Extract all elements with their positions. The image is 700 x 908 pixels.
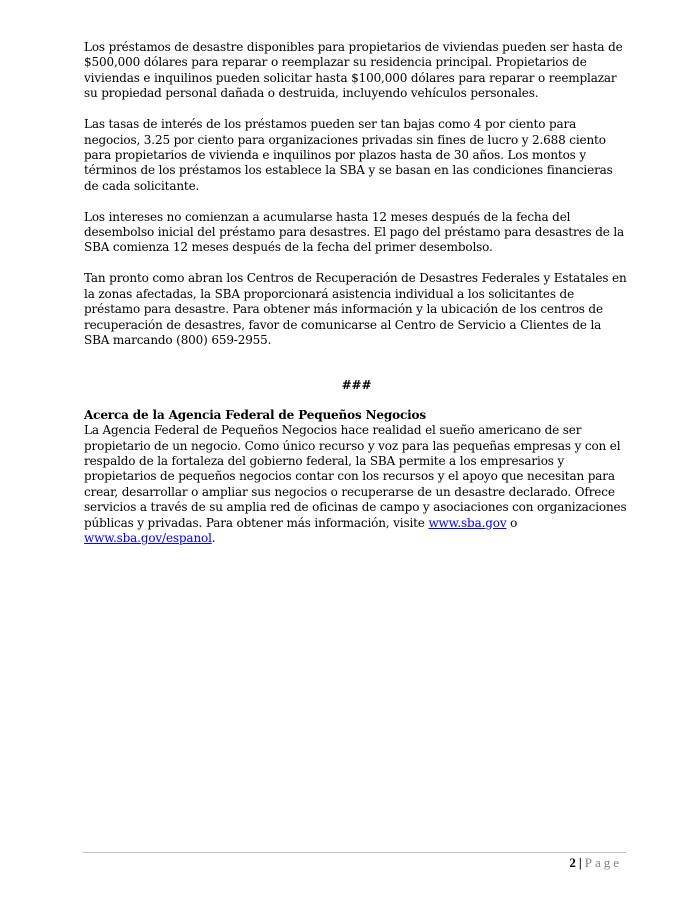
paragraph-interest-rates: Las tasas de interés de los préstamos pueden ser tan bajas como 4 por ciento para negocios, 3.25 por ciento para organizaciones privadas sin fines de lucro y 2.688 ciento para propietarios de vivienda e inquilinos por plazos hasta de 30 años. Los montos y términos de los préstamos los establece la SBA y se basan en las condiciones financieras de cada solicitante. [84,117,613,193]
about-body-text: La Agencia Federal de Pequeños Negocios hace realidad el sueño americano de ser propietario de un negocio. Como único recurso y voz para las pequeñas empresas y con el respaldo de la fortaleza del gobierno federal, la SBA permite a los empresarios y propietarios de pequeños negocios contar con los recursos y el apoyo que necesitan para crear, desarrollar o ampliar sus negocios o recuperarse de un desastre declarado. Ofrece servicios a través de su amplia red de oficinas de campo y asociaciones con organizaciones públicas y privadas. Para obtener más información, visite [84,423,627,530]
about-conjunction: o [506,515,518,530]
about-section [84,408,629,547]
footer-separator: | [578,855,582,870]
paragraph-recovery-centers: Tan pronto como abran los Centros de Recuperación de Desastres Federales y Estatales en la zonas afectadas, la SBA proporcionará asistencia individual a los solicitantes de préstamo para desastre. Para obtener más información y la ubicación de los centros de recuperación de desastres, favor de comunicarse al Centro de Servicio a Clientes de la SBA marcando (800) 659-2955. [84,271,627,347]
paragraph-interest-accrual: Los intereses no comienzan a acumularse hasta 12 meses después de la fecha del desembolso inicial del préstamo para desastres. El pago del préstamo para desastres de la SBA comienza 12 meses después de la fecha del primer desembolso. [84,209,625,255]
paragraph-loan-amounts: Los préstamos de desastre disponibles para propietarios de viviendas pueden ser hasta de $500,000 dólares para reparar o reemplazar su residencia principal. Propietarios de viviendas e inquilinos pueden solicitar hasta $100,000 dólares para reparar o reemplazar su propiedad personal dañada o destruida, incluyendo vehículos personales. [84,40,623,101]
document-body [84,40,629,546]
about-heading: Acerca de la Agencia Federal de Pequeños Negocios [84,407,427,422]
section-separator: ### [341,378,372,393]
about-end-period: . [211,531,216,546]
page-label: Page [584,855,622,870]
page-footer [569,855,622,871]
sba-gov-espanol-link[interactable]: www.sba.gov/espanol [84,531,212,546]
footer-divider [83,852,626,853]
sba-gov-link[interactable]: www.sba.gov [428,515,507,530]
page-number: 2 [569,855,576,870]
about-body [84,423,629,546]
